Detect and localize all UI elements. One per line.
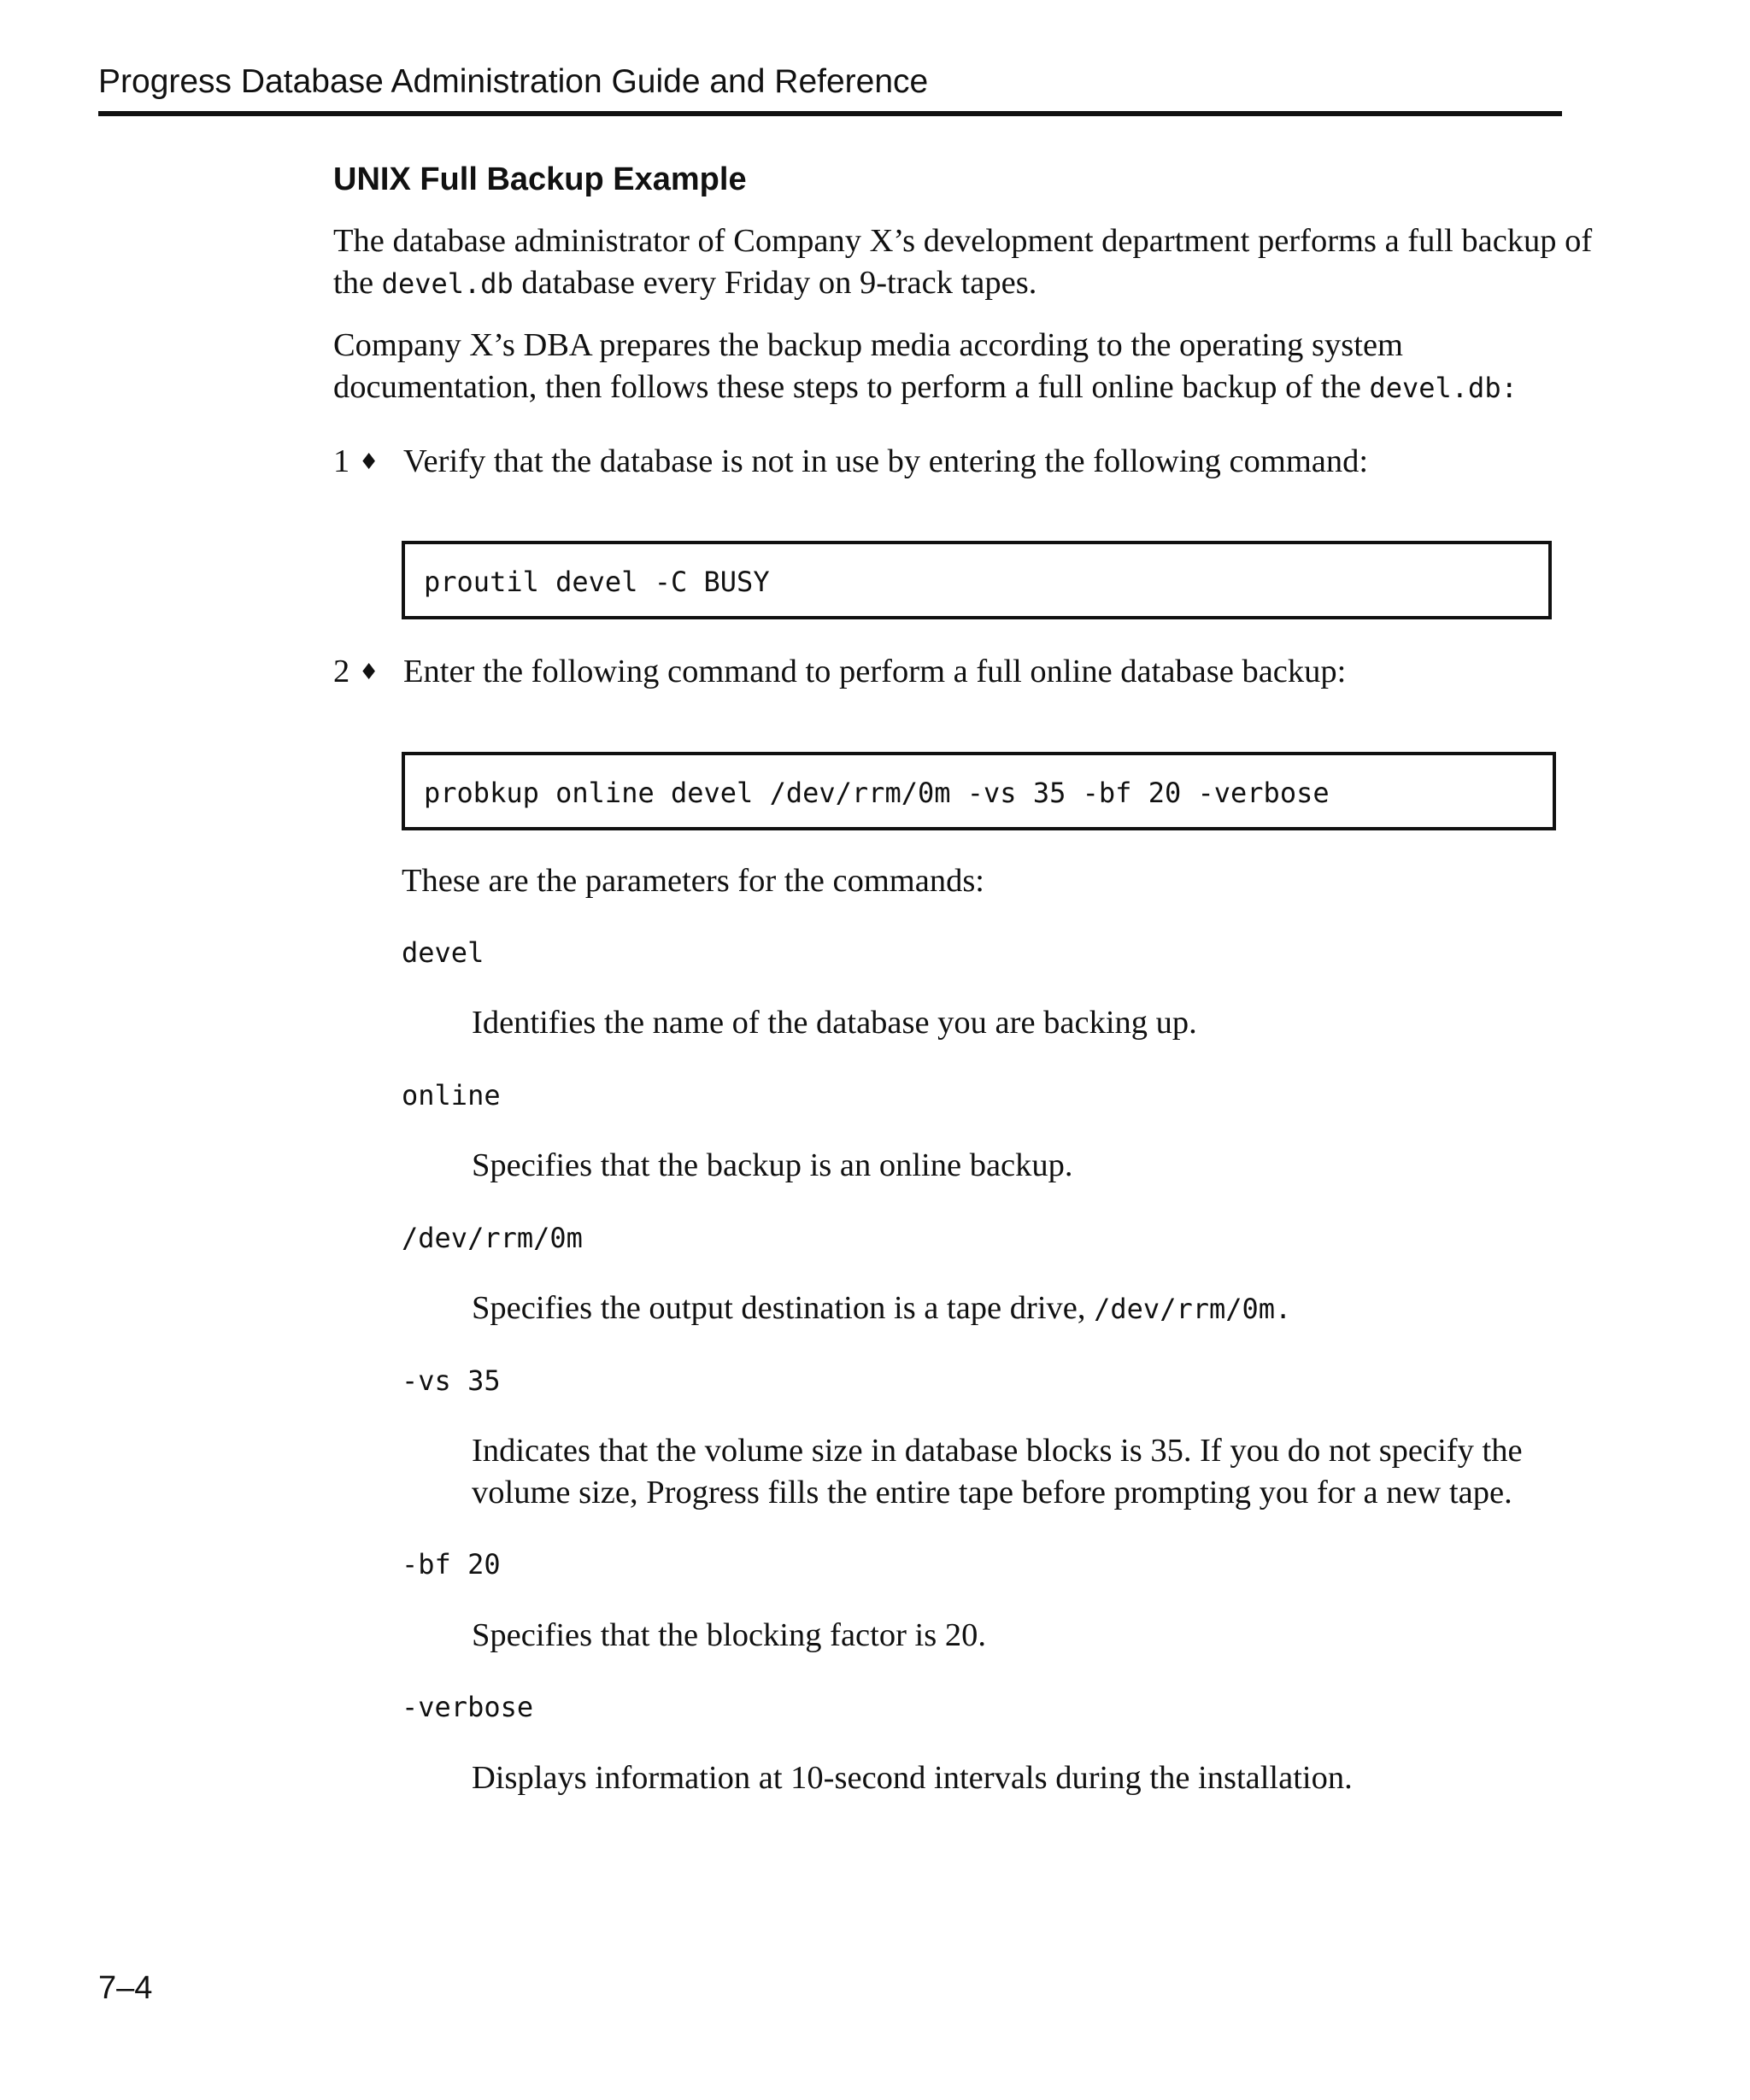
code-block-step-2 — [402, 752, 1556, 830]
intro-paragraph-1 — [333, 220, 1593, 305]
step-1 — [333, 441, 1368, 484]
parameter-term-devel: devel — [402, 936, 484, 969]
header-rule — [98, 111, 1562, 116]
intro-paragraph-2-line-1: Company X’s DBA prepares the backup media according to the operating system — [333, 327, 1404, 363]
intro-paragraph-1-line-2 — [333, 262, 1572, 305]
parameter-description-line: volume size, Progress fills the entire tape before prompting you for a new tape. — [472, 1475, 1512, 1510]
parameter-description-line: Indicates that the volume size in database blocks is 35. If you do not specify the — [472, 1433, 1523, 1469]
text-span: documentation, then follows these steps to perform a full online backup of the — [333, 369, 1370, 405]
step-text: Verify that the database is not in use by entering the following command: — [403, 443, 1369, 479]
parameter-description — [472, 1288, 1291, 1330]
parameter-term-verbose: -verbose — [402, 1691, 534, 1723]
parameter-term-bf: -bf 20 — [402, 1548, 501, 1581]
inline-code-devel-db: devel.db — [381, 267, 514, 300]
text-span: the — [333, 265, 382, 301]
parameter-description — [472, 1757, 1353, 1799]
code-text: probkup online devel /dev/rrm/0m -vs 35 -bf 20 -verbose — [424, 777, 1330, 809]
diamond-bullet-icon: ♦ — [359, 449, 379, 475]
code-block-step-1 — [402, 541, 1552, 619]
step-number: 1 — [333, 443, 350, 479]
parameter-description-line: Displays information at 10-second intervals during the installation. — [472, 1760, 1353, 1796]
parameters-intro: These are the parameters for the commands: — [402, 863, 985, 899]
parameter-description — [472, 1002, 1197, 1044]
step-2 — [333, 651, 1346, 694]
text-span: Specifies the output destination is a tape drive, — [472, 1290, 1095, 1326]
inline-code-devel-db: devel.db: — [1369, 372, 1518, 404]
parameter-description-line — [472, 1288, 1291, 1330]
parameter-term-vs: -vs 35 — [402, 1364, 501, 1397]
step-text: Enter the following command to perform a full online database backup: — [403, 654, 1347, 689]
intro-paragraph-1-line-1: The database administrator of Company X’s development department performs a full backup of — [333, 223, 1593, 259]
parameter-description-line: Identifies the name of the database you are backing up. — [472, 1005, 1197, 1041]
parameter-description — [472, 1145, 1073, 1187]
parameter-term-online: online — [402, 1079, 501, 1112]
parameter-term-tape-device: /dev/rrm/0m — [402, 1222, 583, 1254]
parameter-description-line: Specifies that the blocking factor is 20. — [472, 1617, 986, 1653]
text-span: database every Friday on 9-track tapes. — [513, 265, 1037, 301]
intro-paragraph-2-line-2 — [333, 367, 1572, 409]
running-header-title: Progress Database Administration Guide and Reference — [98, 63, 929, 100]
inline-code-tape-device: /dev/rrm/0m. — [1094, 1293, 1292, 1325]
code-text: proutil devel -C BUSY — [424, 566, 770, 598]
diamond-bullet-icon: ♦ — [359, 660, 379, 685]
parameter-description-line: Specifies that the backup is an online backup. — [472, 1147, 1073, 1183]
parameter-description — [472, 1430, 1523, 1514]
page-number: 7–4 — [98, 1970, 153, 2006]
step-number: 2 — [333, 654, 350, 689]
intro-paragraph-2 — [333, 325, 1572, 409]
parameter-description — [472, 1615, 986, 1657]
section-heading: UNIX Full Backup Example — [333, 161, 747, 197]
